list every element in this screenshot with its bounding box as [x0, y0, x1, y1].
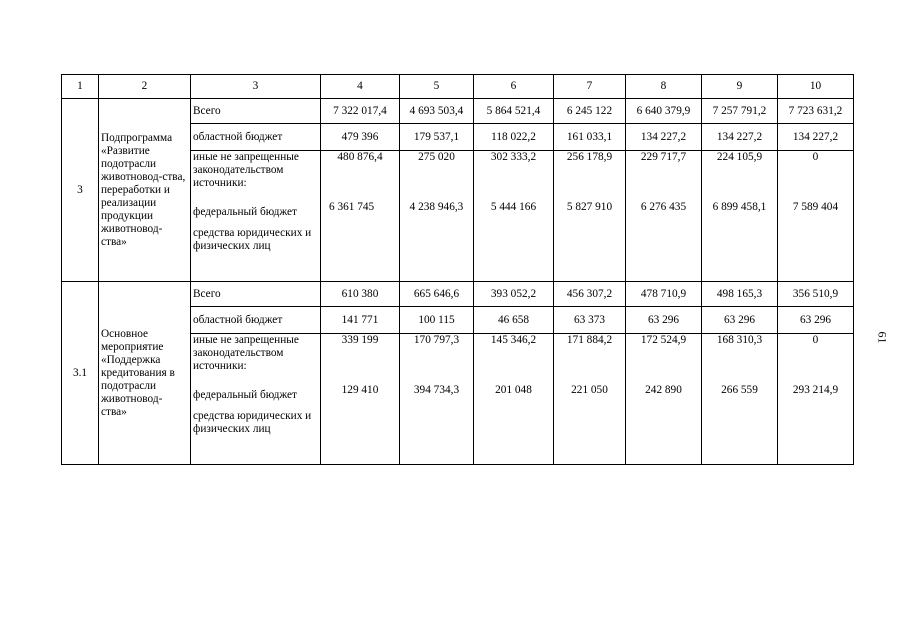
value-cell: 479 396	[321, 124, 400, 151]
other-sources-label: иные не запрещенные законодательством источники:	[193, 151, 299, 189]
federal-value: 145 346,2	[490, 334, 537, 346]
value-cell: 118 022,2	[474, 124, 554, 151]
value-cell: 7 322 017,4	[321, 99, 400, 124]
federal-value: 480 876,4	[337, 151, 383, 163]
federal-value: 171 884,2	[566, 334, 613, 346]
value-cell: 356 510,9	[778, 282, 854, 307]
column-number: 8	[626, 75, 702, 99]
value-cell: 46 658	[474, 307, 554, 334]
federal-label: федеральный бюджет	[193, 389, 297, 401]
value-stack	[626, 334, 702, 465]
column-number: 2	[99, 75, 191, 99]
value-cell: 7 723 631,2	[778, 99, 854, 124]
value-cell: 63 296	[778, 307, 854, 334]
value-stack	[474, 334, 554, 465]
other-sources-cell	[191, 151, 321, 282]
legal-value: 5 827 910	[566, 201, 613, 213]
column-number: 9	[702, 75, 778, 99]
value-cell: 63 296	[702, 307, 778, 334]
value-stack	[554, 151, 626, 282]
federal-value: 302 333,2	[490, 151, 537, 163]
column-number: 5	[400, 75, 474, 99]
value-stack	[702, 151, 778, 282]
legal-value: 266 559	[721, 384, 758, 396]
legal-value: 6 276 435	[640, 201, 687, 213]
value-cell: 665 646,6	[400, 282, 474, 307]
other-sources-cell	[191, 334, 321, 465]
federal-value: 0	[812, 334, 819, 346]
row-number: 3.1	[62, 282, 99, 465]
column-number: 7	[554, 75, 626, 99]
value-cell: 6 640 379,9	[626, 99, 702, 124]
value-stack	[321, 151, 400, 282]
value-stack	[400, 151, 474, 282]
federal-value: 275 020	[418, 151, 455, 163]
value-cell: 610 380	[321, 282, 400, 307]
legal-value: 5 444 166	[490, 201, 537, 213]
source-label: областной бюджет	[191, 307, 321, 334]
legal-value: 394 734,3	[413, 384, 460, 396]
value-stack	[778, 151, 854, 282]
source-label: Всего	[191, 99, 321, 124]
federal-value: 0	[812, 151, 819, 163]
federal-value: 229 717,7	[640, 151, 687, 163]
table-row-total	[62, 282, 854, 307]
legal-value: 221 050	[571, 384, 608, 396]
legal-entities-label: средства юридических и физических лиц	[193, 410, 312, 435]
program-name: Основное мероприятие «Поддержка кредитования в подотрасли животновод-ства»	[99, 282, 191, 465]
legal-value: 129 410	[341, 384, 379, 396]
legal-value: 201 048	[495, 384, 532, 396]
value-cell: 63 296	[626, 307, 702, 334]
value-cell: 63 373	[554, 307, 626, 334]
column-number: 3	[191, 75, 321, 99]
value-stack	[702, 334, 778, 465]
value-cell: 456 307,2	[554, 282, 626, 307]
value-cell: 134 227,2	[778, 124, 854, 151]
value-stack	[400, 334, 474, 465]
page-number: 61	[875, 331, 890, 344]
federal-value: 170 797,3	[413, 334, 460, 346]
value-cell: 141 771	[321, 307, 400, 334]
value-cell: 7 257 791,2	[702, 99, 778, 124]
table-row-total	[62, 99, 854, 124]
source-label: Всего	[191, 282, 321, 307]
legal-value: 7 589 404	[792, 201, 839, 213]
value-stack	[554, 334, 626, 465]
value-cell: 100 115	[400, 307, 474, 334]
legal-value: 6 899 458,1	[712, 201, 767, 213]
other-sources-label: иные не запрещенные законодательством источники:	[193, 334, 299, 372]
value-cell: 498 165,3	[702, 282, 778, 307]
legal-value: 293 214,9	[792, 384, 839, 396]
federal-value: 224 105,9	[716, 151, 763, 163]
value-cell: 393 052,2	[474, 282, 554, 307]
federal-value: 256 178,9	[566, 151, 613, 163]
row-number: 3	[62, 99, 99, 282]
budget-table	[61, 74, 854, 465]
column-number: 10	[778, 75, 854, 99]
value-cell: 478 710,9	[626, 282, 702, 307]
value-cell: 179 537,1	[400, 124, 474, 151]
value-cell: 161 033,1	[554, 124, 626, 151]
legal-value: 6 361 745	[329, 201, 375, 213]
program-name: Подпрограмма «Развитие подотрасли животновод-ства, переработки и реализации продукции животновод-ства»	[99, 99, 191, 282]
value-cell: 5 864 521,4	[474, 99, 554, 124]
source-label: областной бюджет	[191, 124, 321, 151]
value-stack	[778, 334, 854, 465]
federal-label: федеральный бюджет	[193, 206, 297, 218]
value-cell: 6 245 122	[554, 99, 626, 124]
federal-value: 172 524,9	[640, 334, 687, 346]
federal-value: 168 310,3	[716, 334, 763, 346]
column-number: 6	[474, 75, 554, 99]
value-stack	[321, 334, 400, 465]
value-cell: 134 227,2	[626, 124, 702, 151]
federal-value: 339 199	[341, 334, 379, 346]
value-stack	[626, 151, 702, 282]
column-number: 1	[62, 75, 99, 99]
value-cell: 134 227,2	[702, 124, 778, 151]
column-number: 4	[321, 75, 400, 99]
legal-value: 242 890	[645, 384, 682, 396]
legal-entities-label: средства юридических и физических лиц	[193, 227, 312, 252]
legal-value: 4 238 946,3	[409, 201, 464, 213]
value-stack	[474, 151, 554, 282]
table-header-row	[62, 75, 854, 99]
value-cell: 4 693 503,4	[400, 99, 474, 124]
